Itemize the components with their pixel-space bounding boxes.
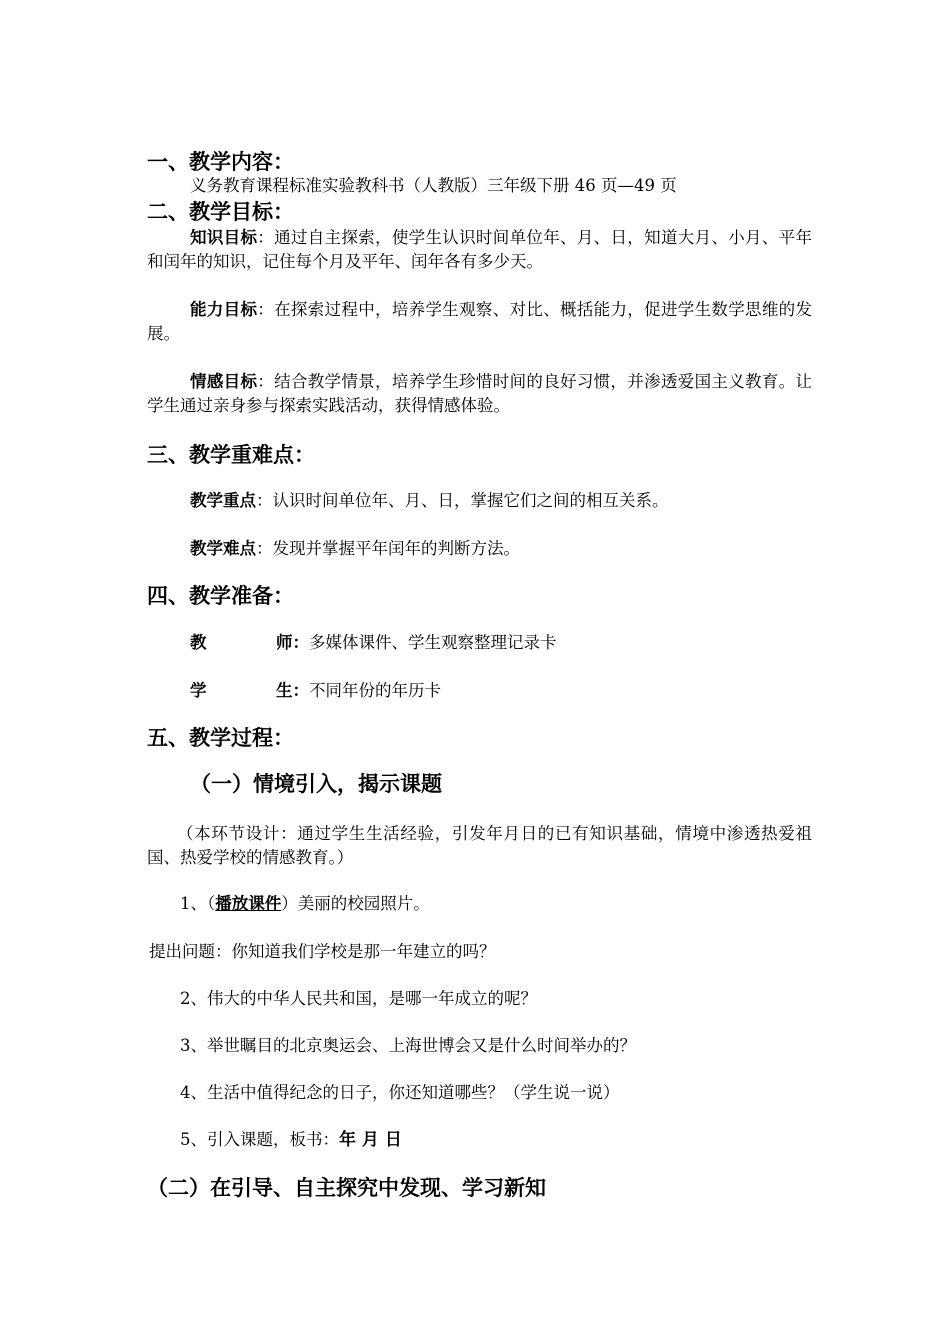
difficult-point-text: ：发现并掌握平年闰年的判断方法。 [256, 539, 520, 558]
key-point [190, 489, 669, 513]
subsection-heading-1: （一）情境引入，揭示课题 [190, 772, 442, 796]
teacher-preparation [190, 631, 557, 655]
section-heading-keypoints: 三、教学重难点： [147, 443, 315, 467]
section-heading-preparation: 四、教学准备： [147, 584, 294, 608]
emotion-objective-text: ：结合教学情景，培养学生珍惜时间的良好习惯，并渗透爱国主义教育。让学生通过亲身参与探索实践活动，获得情感体验。 [147, 372, 813, 415]
process-item-1-suffix: ）美丽的校园照片。 [281, 894, 430, 913]
process-item-2: 2、伟大的中华人民共和国，是哪一年成立的呢？ [180, 989, 537, 1008]
student-preparation [190, 679, 441, 703]
lesson-title: 年 月 日 [339, 1130, 402, 1150]
teacher-label-b: 师： [276, 633, 309, 652]
question-text: 提出问题：你知道我们学校是那一年建立的吗？ [149, 942, 496, 961]
student-preparation-text: 不同年份的年历卡 [309, 681, 441, 700]
teacher-preparation-text: 多媒体课件、学生观察整理记录卡 [309, 633, 557, 652]
student-label-b: 生： [276, 681, 309, 700]
knowledge-objective [147, 226, 812, 274]
knowledge-objective-text: ：通过自主探索，使学生认识时间单位年、月、日，知道大月、小月、平年和闰年的知识，记住每个月及平年、闰年各有多少天。 [147, 228, 813, 271]
difficult-point-label: 教学难点 [190, 539, 256, 558]
emotion-objective-label: 情感目标 [190, 372, 258, 391]
ability-objective-label: 能力目标 [190, 300, 258, 319]
key-point-label: 教学重点 [190, 491, 256, 510]
subsection-heading-2: （二）在引导、自主探究中发现、学习新知 [147, 1176, 546, 1200]
process-item-4: 4、生活中值得纪念的日子，你还知道哪些？（学生说一说） [180, 1083, 620, 1102]
knowledge-objective-label: 知识目标 [190, 228, 258, 247]
ability-objective-text: ：在探索过程中，培养学生观察、对比、概括能力，促进学生数学思维的发展。 [147, 300, 813, 343]
process-item-5 [180, 1128, 402, 1152]
teacher-label-a: 教 [190, 633, 207, 652]
emotion-objective [147, 370, 812, 418]
process-item-1 [180, 892, 430, 916]
section-heading-content: 一、教学内容： [147, 150, 294, 174]
student-label-a: 学 [190, 681, 207, 700]
play-courseware-link[interactable]: 播放课件 [215, 894, 282, 913]
key-point-text: ：认识时间单位年、月、日，掌握它们之间的相互关系。 [256, 491, 669, 510]
design-note: （本环节设计：通过学生生活经验，引发年月日的已有知识基础，情境中渗透热爱祖国、热爱学校的情感教育。） [147, 824, 812, 867]
content-text: 义务教育课程标准实验教科书（人教版）三年级下册 46 页—49 页 [190, 176, 677, 195]
process-item-3: 3、举世瞩目的北京奥运会、上海世博会又是什么时间举办的？ [180, 1036, 636, 1055]
process-item-1-prefix: 1、（ [180, 894, 216, 913]
ability-objective [147, 298, 812, 346]
process-item-5-prefix: 5、引入课题，板书： [180, 1130, 339, 1149]
section-heading-objectives: 二、教学目标： [147, 200, 294, 224]
difficult-point [190, 537, 520, 561]
section-heading-process: 五、教学过程： [147, 726, 294, 750]
